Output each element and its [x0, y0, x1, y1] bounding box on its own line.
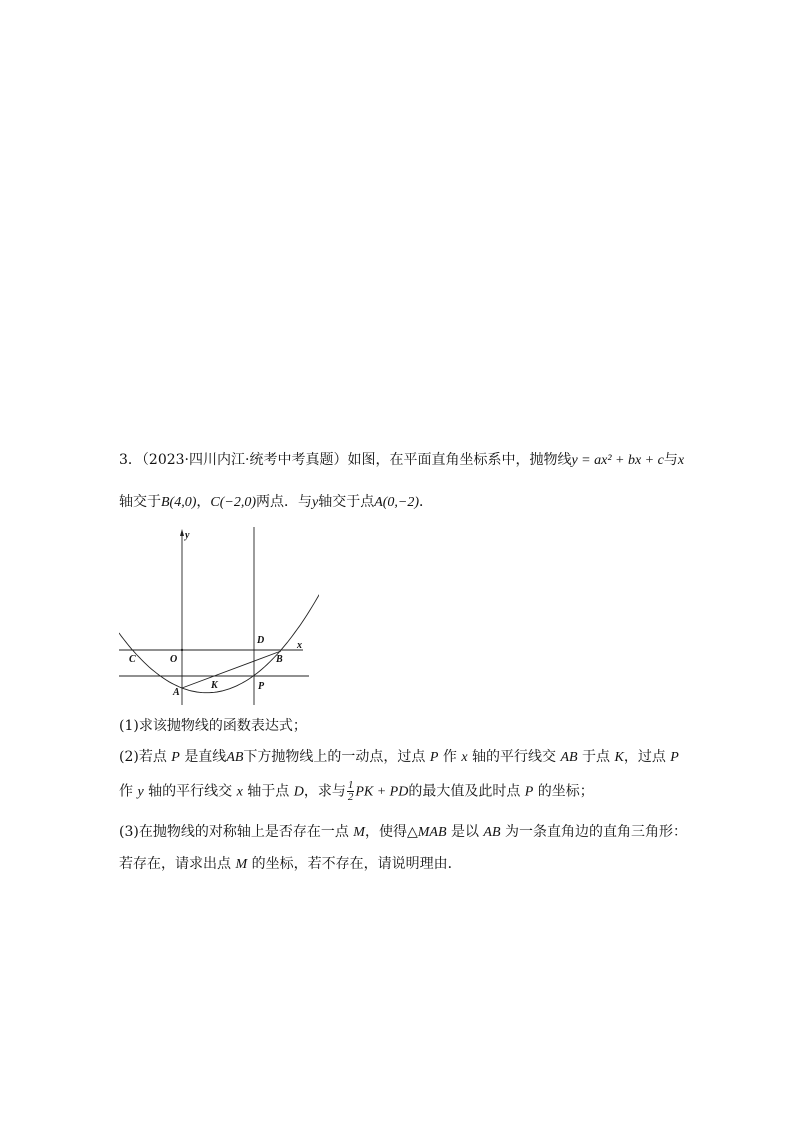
problem-line-2: 轴交于B(4,0)，C(−2,0)两点．与y轴交于点A(0,−2)． — [119, 494, 434, 510]
y-axis-arrow — [180, 529, 184, 536]
question-3-line-1: (3)在抛物线的对称轴上是否存在一点 M，使得△MAB 是以 AB 为一条直角边的直角三角形： — [119, 824, 687, 840]
question-2-line-2: 作 y 轴的平行线交 x 轴于点 D，求与 $\frac{1}{2}$ PK + PD的最大值及此时点 P 的坐标； — [119, 779, 594, 803]
line-ab — [182, 651, 281, 688]
problem-source: （2023·四川内江·统考中考真题） — [141, 452, 348, 468]
label-x: x — [297, 640, 302, 651]
parabola-figure — [119, 527, 319, 705]
question-2-line-1: (2)若点 P 是直线AB下方抛物线上的一动点，过点 P 作 x 轴的平行线交 AB 于点 K，过点 P — [119, 749, 679, 765]
problem-number: 3 — [119, 452, 128, 468]
label-o: O — [170, 654, 178, 665]
point-c-coord: C(−2,0) — [210, 495, 256, 510]
label-b: B — [276, 654, 283, 665]
parabola-curve — [119, 527, 319, 693]
fraction-half: $\frac{1}{2}$ — [347, 779, 354, 803]
label-a: A — [173, 687, 180, 698]
label-y: y — [185, 530, 190, 541]
point-b-coord: B(4,0) — [161, 495, 197, 510]
question-3-line-2: 若存在，请求出点 M 的坐标，若不存在，请说明理由． — [119, 856, 462, 872]
parabola-equation: y = ax² + bx + c — [571, 453, 664, 468]
label-c: C — [129, 654, 136, 665]
label-d: D — [257, 635, 265, 646]
label-k: K — [211, 680, 218, 691]
problem-line-1: 3．（2023·四川内江·统考中考真题）如图，在平面直角坐标系中，抛物线y = ax² + bx + c与x — [119, 452, 685, 468]
question-1: (1)求该抛物线的函数表达式； — [119, 718, 307, 734]
origin-dot — [181, 649, 183, 651]
point-a-coord: A(0,−2) — [374, 495, 420, 510]
label-p: P — [258, 681, 265, 692]
